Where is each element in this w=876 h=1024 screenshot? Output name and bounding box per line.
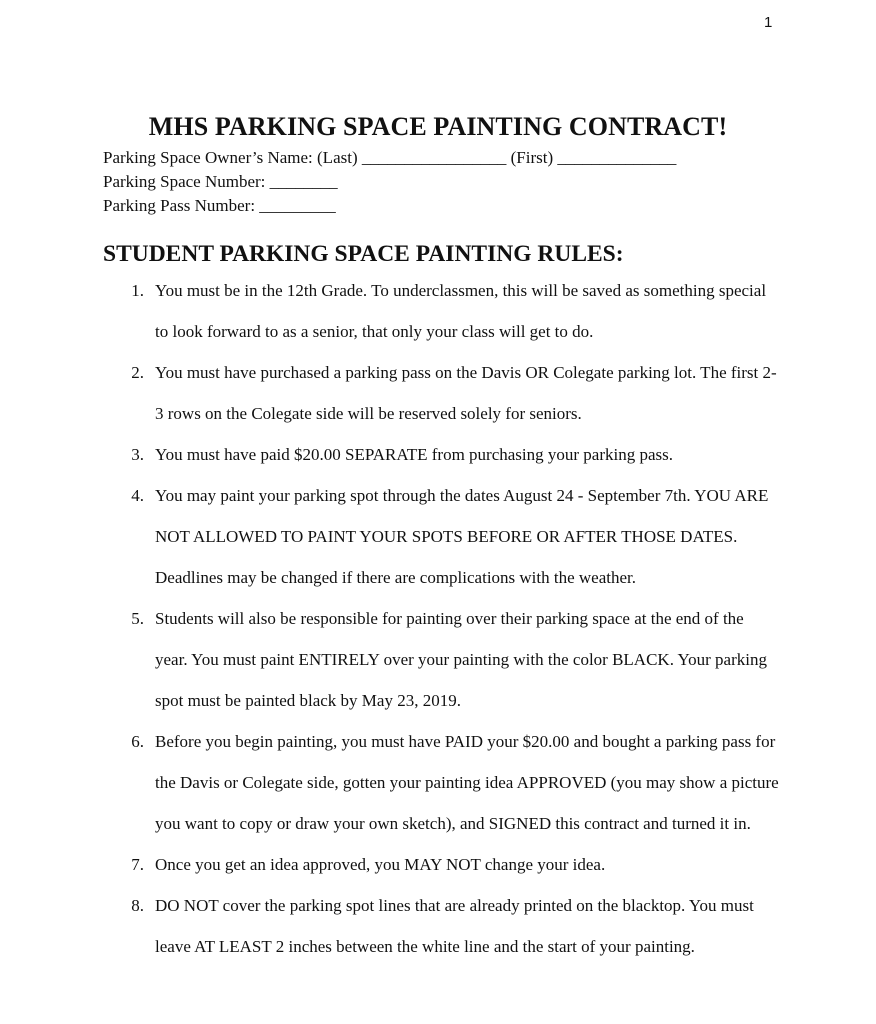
space-number-field: Parking Space Number: ________ (103, 172, 338, 191)
rule-item (0, 270, 876, 352)
owner-name-field: Parking Space Owner’s Name: (Last) _________________ (First) ______________ (103, 148, 677, 167)
rule-text: You may paint your parking spot through the dates August 24 - September 7th. YOU ARE NOT ALLOWED TO PAINT YOUR SPOTS BEFORE OR AFTER THOSE DATES. Deadlines may be changed if there are complications with the weather. (155, 486, 769, 587)
rule-text: DO NOT cover the parking spot lines that are already printed on the blacktop. You must leave AT LEAST 2 inches between the white line and the start of your painting. (155, 896, 754, 956)
rule-item (0, 475, 876, 598)
rule-number: 8. (131, 896, 144, 915)
rules-heading: STUDENT PARKING SPACE PAINTING RULES: (103, 241, 624, 267)
rule-text: Students will also be responsible for painting over their parking space at the end of the year. You must paint ENTIRELY over your painting with the color BLACK. Your parking spot must be painted black by May 23, 2019. (155, 609, 767, 710)
rule-item (0, 885, 876, 967)
rule-number: 6. (131, 732, 144, 751)
rule-item (0, 598, 876, 721)
rule-item (0, 434, 876, 475)
rule-number: 2. (131, 363, 144, 382)
rule-number: 7. (131, 855, 144, 874)
page-number: 1 (764, 14, 773, 31)
rule-text: Before you begin painting, you must have PAID your $20.00 and bought a parking pass for the Davis or Colegate side, gotten your painting idea APPROVED (you may show a picture you want to copy or draw your own sketch), and SIGNED this contract and turned it in. (155, 732, 779, 833)
rule-item (0, 352, 876, 434)
rule-item (0, 844, 876, 885)
pass-number-field: Parking Pass Number: _________ (103, 196, 336, 215)
rule-text: You must have purchased a parking pass on the Davis OR Colegate parking lot. The first 2-3 rows on the Colegate side will be reserved solely for seniors. (155, 363, 777, 423)
rule-text: You must be in the 12th Grade. To underclassmen, this will be saved as something special to look forward to as a senior, that only your class will get to do. (155, 281, 767, 341)
rule-text: Once you get an idea approved, you MAY NOT change your idea. (155, 855, 606, 874)
rule-number: 1. (131, 281, 144, 300)
rule-text: You must have paid $20.00 SEPARATE from purchasing your parking pass. (155, 445, 674, 464)
rules-list (0, 270, 876, 967)
contract-title: MHS PARKING SPACE PAINTING CONTRACT! (148, 112, 728, 141)
rule-number: 4. (131, 486, 144, 505)
rule-number: 5. (131, 609, 144, 628)
rule-number: 3. (131, 445, 144, 464)
rule-item (0, 721, 876, 844)
